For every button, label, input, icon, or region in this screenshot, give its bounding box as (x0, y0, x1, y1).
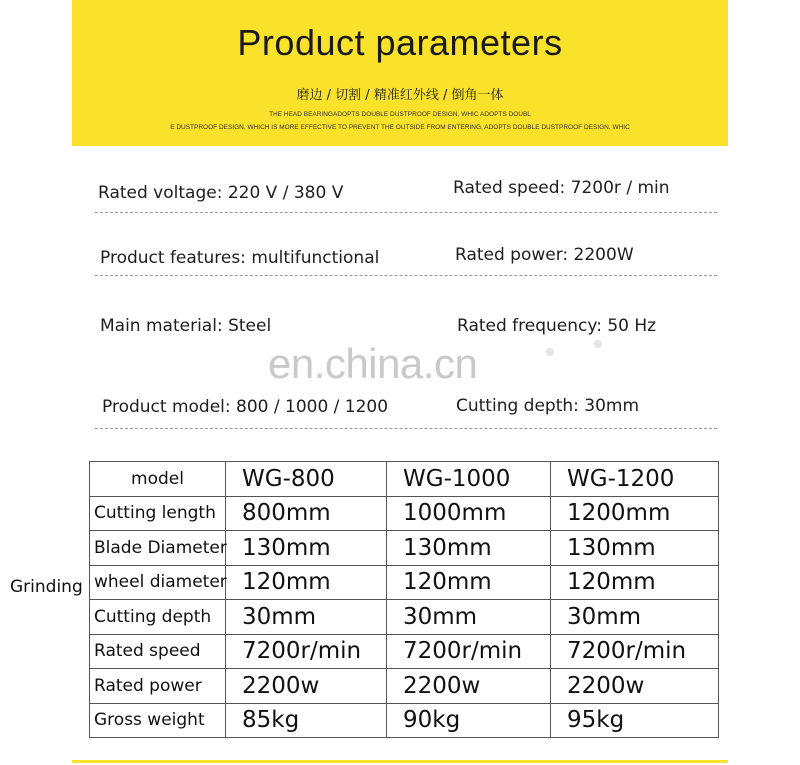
cell-value: 95kg (551, 703, 719, 738)
page-title: Product parameters (237, 22, 563, 63)
watermark: en.china.cn (268, 340, 478, 387)
table-row (90, 462, 719, 497)
table-row (90, 565, 719, 600)
row-label: model (90, 462, 226, 497)
cell-value: 30mm (226, 600, 387, 635)
row-label: Cutting length (90, 496, 226, 531)
banner-fine-print-1: THE HEAD BEARINGADOPTS DOUBLE DUSTPROOF DESIGN, WHIC ADOPTS DOUBL (269, 111, 531, 118)
table-row (90, 669, 719, 704)
banner-fine-print-2: E DUSTPROOF DESIGN, WHICH IS MORE EFFECTIVE TO PREVENT THE OUTSIDE FROM ENTERING, ADOPTS DOUBLE DUSTPROOF DESIGN, WHIC (170, 124, 630, 131)
spec-rated-voltage: Rated voltage: 220 V / 380 V (98, 183, 344, 203)
cell-value: 85kg (226, 703, 387, 738)
cell-value: 7200r/min (551, 634, 719, 669)
footer-accent-bar (72, 760, 728, 763)
cell-value: WG-1200 (551, 462, 719, 497)
spec-rated-power: Rated power: 2200W (455, 245, 634, 265)
cell-value: 7200r/min (387, 634, 551, 669)
row-label: Cutting depth (90, 600, 226, 635)
spec-product-model: Product model: 800 / 1000 / 1200 (102, 397, 389, 417)
cell-value: 120mm (387, 565, 551, 600)
parameter-table (89, 461, 719, 738)
divider-3 (95, 428, 717, 429)
row-label: Gross weight (90, 703, 226, 738)
spec-rated-speed: Rated speed: 7200r / min (453, 178, 670, 198)
table-row (90, 634, 719, 669)
cell-value: WG-1000 (387, 462, 551, 497)
row-label: Blade Diameter (90, 531, 226, 566)
row-label: Rated speed (90, 634, 226, 669)
spec-cutting-depth: Cutting depth: 30mm (456, 396, 640, 416)
cell-value: 30mm (387, 600, 551, 635)
table-row (90, 531, 719, 566)
header-banner (72, 0, 728, 146)
spec-rated-frequency: Rated frequency: 50 Hz (457, 316, 657, 336)
cell-value: 90kg (387, 703, 551, 738)
divider-2 (95, 275, 717, 276)
table-row (90, 496, 719, 531)
watermark-dot-icon (546, 348, 554, 356)
spec-product-features: Product features: multifunctional (100, 248, 380, 268)
cell-value: 1000mm (387, 496, 551, 531)
cell-value: 130mm (551, 531, 719, 566)
banner-subtitle: 磨边 / 切割 / 精准红外线 / 倒角一体 (296, 88, 504, 103)
cell-value: 800mm (226, 496, 387, 531)
cell-value: 130mm (387, 531, 551, 566)
cell-value: 2200w (387, 669, 551, 704)
cell-value: 30mm (551, 600, 719, 635)
cell-value: 2200w (226, 669, 387, 704)
watermark-dot-icon (594, 340, 602, 348)
cell-value: 1200mm (551, 496, 719, 531)
table-row (90, 600, 719, 635)
cell-value: WG-800 (226, 462, 387, 497)
spec-main-material: Main material: Steel (100, 316, 272, 336)
table-row (90, 703, 719, 738)
row-label-prefix: Grinding (10, 577, 83, 597)
cell-value: 120mm (226, 565, 387, 600)
row-label: Rated power (90, 669, 226, 704)
row-label: wheel diameter (90, 565, 226, 600)
cell-value: 120mm (551, 565, 719, 600)
cell-value: 7200r/min (226, 634, 387, 669)
divider-1 (95, 212, 717, 213)
cell-value: 2200w (551, 669, 719, 704)
cell-value: 130mm (226, 531, 387, 566)
